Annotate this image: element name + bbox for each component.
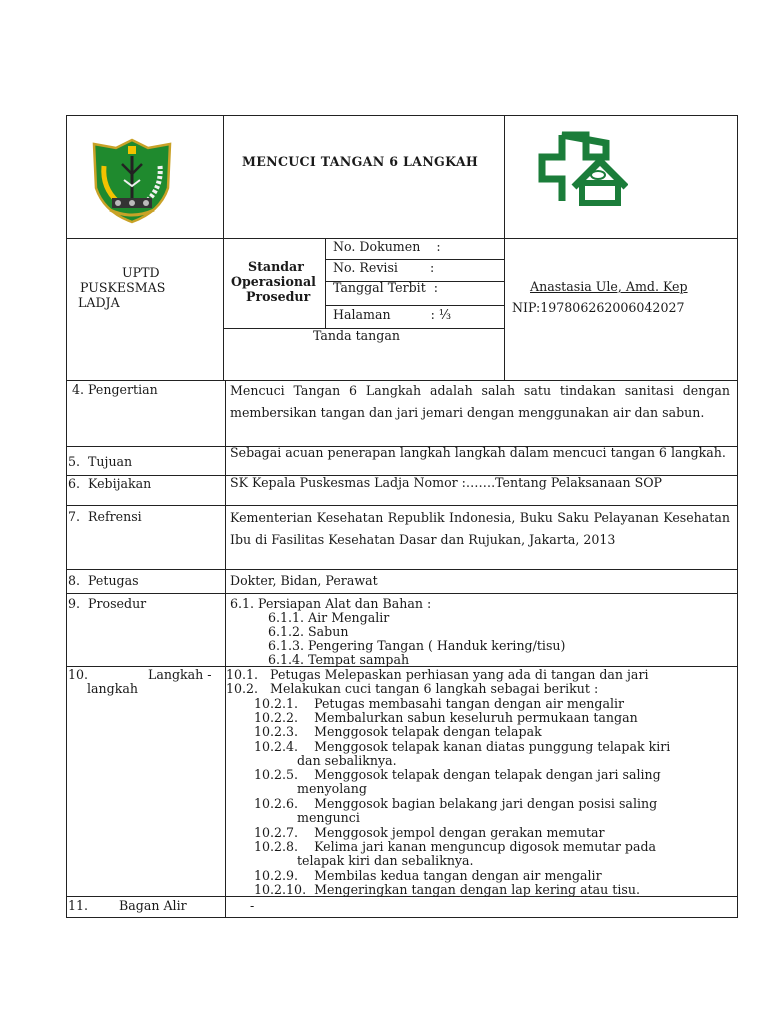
section-label: 6. Kebijakan (68, 476, 152, 491)
list-item: 6.1.1. Air Mengalir (268, 610, 390, 625)
table-border (66, 115, 738, 116)
section-label: Langkah - (148, 667, 212, 682)
section-label: 4. Pengertian (72, 382, 158, 397)
section-label: Bagan Alir (119, 898, 187, 913)
puskesmas-green-cross-logo (530, 131, 628, 207)
org-name-line3: LADJA (78, 295, 120, 310)
list-item: dan sebaliknya. (297, 753, 397, 768)
section-text: Mencuci Tangan 6 Langkah adalah salah satu tindakan sanitasi dengan membersikan tangan dan jari jemari dengan menggunakan air dan sabun. (230, 383, 730, 420)
revision-field: No. Revisi : (333, 260, 435, 275)
section-text: Sebagai acuan penerapan langkah langkah dalam mencuci tangan 6 langkah. (230, 445, 726, 460)
grid-line (325, 238, 326, 328)
table-border (66, 115, 67, 918)
list-item: 6.1.3. Pengering Tangan ( Handuk kering/tisu) (268, 638, 566, 653)
signer-name: Anastasia Ule, Amd. Kep (530, 279, 688, 294)
table-border (66, 917, 738, 918)
issue-date-field: Tanggal Terbit : (333, 280, 438, 295)
grid-line (66, 505, 738, 506)
section-label: 8. Petugas (68, 573, 139, 588)
list-item: 6.1.4. Tempat sampah (268, 652, 410, 667)
signer-nip: NIP:197806262006042027 (512, 300, 685, 315)
regional-coat-of-arms-logo (88, 136, 176, 226)
list-item: 10.1. Petugas Melepaskan perhiasan yang ada di tangan dan jari (226, 667, 649, 682)
list-item: 10.2. Melakukan cuci tangan 6 langkah sebagai berikut : (226, 681, 599, 696)
page-title: MENCUCI TANGAN 6 LANGKAH (242, 154, 479, 169)
list-item: 10.2.2. Membalurkan sabun keseluruh permukaan tangan (254, 710, 638, 725)
sop-label-line2: Operasional (231, 274, 316, 289)
grid-line (325, 305, 504, 306)
list-item: 10.2.5. Menggosok telapak dengan telapak dengan jari saling (254, 767, 661, 782)
list-item: 10.2.8. Kelima jari kanan menguncup digosok memutar pada (254, 839, 657, 854)
grid-line (225, 380, 226, 918)
list-item: 6.1.2. Sabun (268, 624, 349, 639)
grid-line (66, 569, 738, 570)
page-field: Halaman : ⅓ (333, 307, 452, 322)
sop-label-line3: Prosedur (246, 289, 311, 304)
section-text: - (250, 898, 255, 913)
list-item: 10.2.10. Mengeringkan tangan dengan lap kering atau tisu. (254, 882, 640, 897)
list-item: 10.2.1. Petugas membasahi tangan dengan air mengalir (254, 696, 625, 711)
section-label: 10. (68, 667, 89, 682)
section-text: SK Kepala Puskesmas Ladja Nomor :…….Tentang Pelaksanaan SOP (230, 475, 663, 490)
list-item: 10.2.3. Menggosok telapak dengan telapak (254, 724, 542, 739)
list-item: telapak kiri dan sebaliknya. (297, 853, 474, 868)
section-label: 11. (68, 898, 89, 913)
list-item: 10.2.4. Menggosok telapak kanan diatas punggung telapak kiri (254, 739, 671, 754)
table-border (737, 115, 738, 918)
doc-number-field: No. Dokumen : (333, 239, 441, 254)
grid-line (223, 115, 224, 381)
list-item: 6.1. Persiapan Alat dan Bahan : (230, 596, 432, 611)
org-name-line2: PUSKESMAS (80, 280, 166, 295)
section-label: langkah (87, 681, 138, 696)
list-item: 10.2.9. Membilas kedua tangan dengan air mengalir (254, 868, 602, 883)
list-item: mengunci (297, 810, 360, 825)
signature-label: Tanda tangan (313, 328, 400, 343)
grid-line (66, 593, 738, 594)
list-item: menyolang (297, 781, 367, 796)
grid-line (504, 115, 505, 381)
section-text: Dokter, Bidan, Perawat (230, 573, 378, 588)
sop-label-line1: Standar (248, 259, 304, 274)
section-text: Kementerian Kesehatan Republik Indonesia, Buku Saku Pelayanan Kesehatan Ibu di Fasilitas Kesehatan Dasar dan Rujukan, Jakarta, 2013 (230, 510, 730, 547)
org-name-line1: UPTD (122, 265, 160, 280)
list-item: 10.2.7. Menggosok jempol dengan gerakan memutar (254, 825, 605, 840)
section-label: 9. Prosedur (68, 596, 147, 611)
section-label: 5. Tujuan (68, 454, 133, 469)
list-item: 10.2.6. Menggosok bagian belakang jari dengan posisi saling (254, 796, 658, 811)
section-label: 7. Refrensi (68, 509, 142, 524)
